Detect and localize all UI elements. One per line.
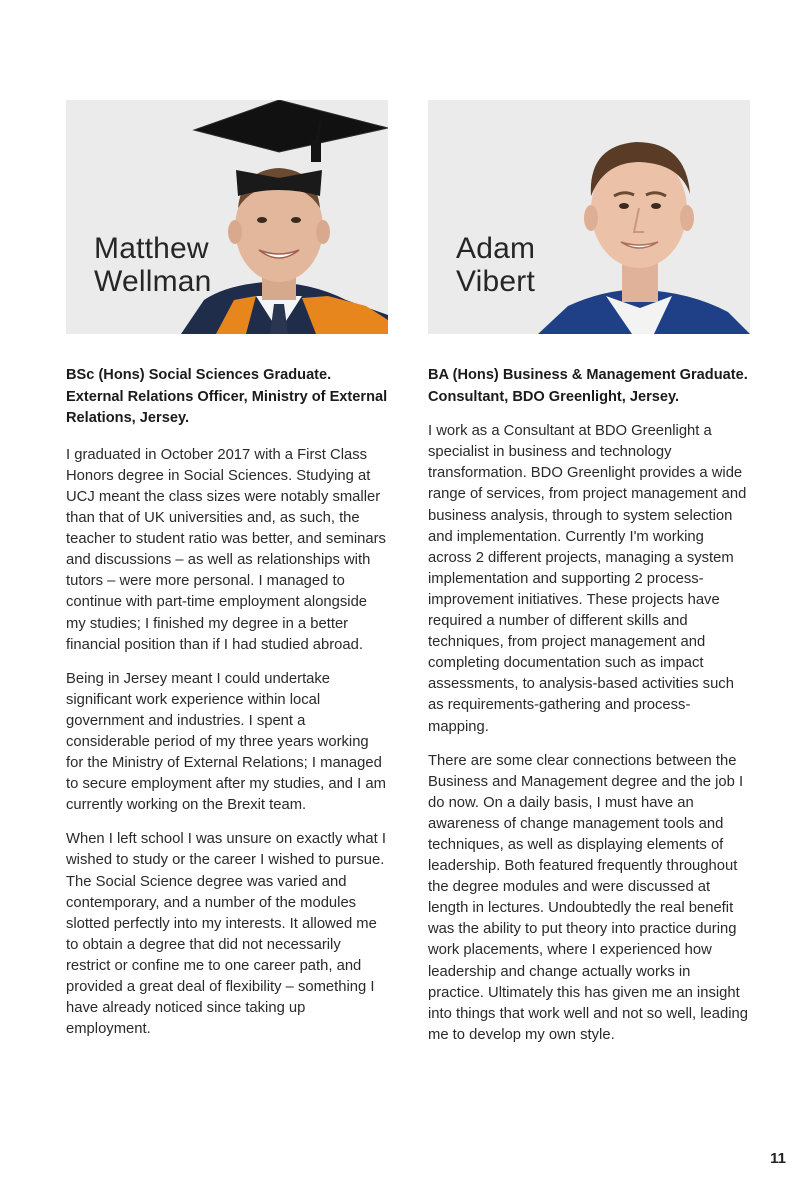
page-number: 11: [770, 1150, 786, 1167]
graduate-photo: [66, 100, 388, 334]
profile-credentials: [66, 365, 388, 430]
body-paragraph: I graduated in October 2017 with a First Class Honors degree in Social Sciences. Studying at UCJ meant the class sizes were notably smaller than that of UK universities and, as such, the teacher to student ratio was better, and seminars and discussions – as well as relationships with tutors – were more personal. I managed to continue with part-time employment alongside my studies; I finished my degree in a better financial position than if I had studied abroad.: [66, 446, 386, 653]
graduate-photo: [428, 100, 750, 334]
first-name: Matthew: [94, 232, 209, 265]
credential-line: BSc (Hons) Social Sciences Graduate.: [66, 367, 332, 383]
credential-line: External Relations Officer, Ministry of External: [66, 388, 388, 405]
credential-line: Consultant, BDO Greenlight, Jersey.: [428, 388, 680, 405]
profile-matthew-wellman: [66, 100, 388, 1040]
credential-line: Relations, Jersey.: [66, 410, 190, 427]
first-name: Adam: [456, 232, 536, 265]
profile-credentials: [428, 365, 750, 408]
graduate-portrait-illustration: [428, 100, 750, 334]
credential-line: BA (Hons) Business & Management Graduate.: [428, 367, 748, 383]
profile-name: [94, 232, 212, 298]
last-name: Wellman: [94, 265, 212, 298]
profile-adam-vibert: [428, 100, 750, 1046]
profile-name: [456, 232, 535, 298]
body-paragraph: There are some clear connections between the Business and Management degree and the job I do now. On a daily basis, I must have an awareness of change management tools and techniques, as well as displaying elements of leadership. Both featured frequently throughout the degree modules and were discussed at length in lectures. Undoubtedly the real benefit was the ability to put theory into practice during work placements, where I experienced how leadership and change actually works in practice. Ultimately this has given me an insight into things that work well and not so well, leading me to develop my own style.: [428, 752, 748, 1043]
body-paragraph: I work as a Consultant at BDO Greenlight a specialist in business and technology transformation. BDO Greenlight provides a wide range of services, from project management and business analysis, through to system selection and implementation. Currently I'm working across 2 different projects, managing a system implementation and supporting 2 process-improvement initiatives. These projects have required a number of different skills and techniques, from project management and completing documentation such as impact assessments, to analysis-based activities such as requirements-gathering and process-mapping.: [428, 423, 747, 735]
body-paragraph: When I left school I was unsure on exactly what I wished to study or the career I wished to pursue. The Social Science degree was varied and contemporary, and a number of the modules slotted perfectly into my interests. It allowed me to obtain a degree that did not necessarily restrict or confine me to one career path, and provided a great deal of flexibility – something I have already noticed since taking up employment.: [66, 831, 386, 1038]
body-paragraph: Being in Jersey meant I could undertake significant work experience within local government and industries. I spent a considerable period of my three years working for the Ministry of External Relations; I managed to secure employment after my studies, and I am currently working on the Brexit team.: [66, 670, 386, 814]
graduate-portrait-illustration: [66, 100, 388, 334]
last-name: Vibert: [456, 265, 536, 298]
